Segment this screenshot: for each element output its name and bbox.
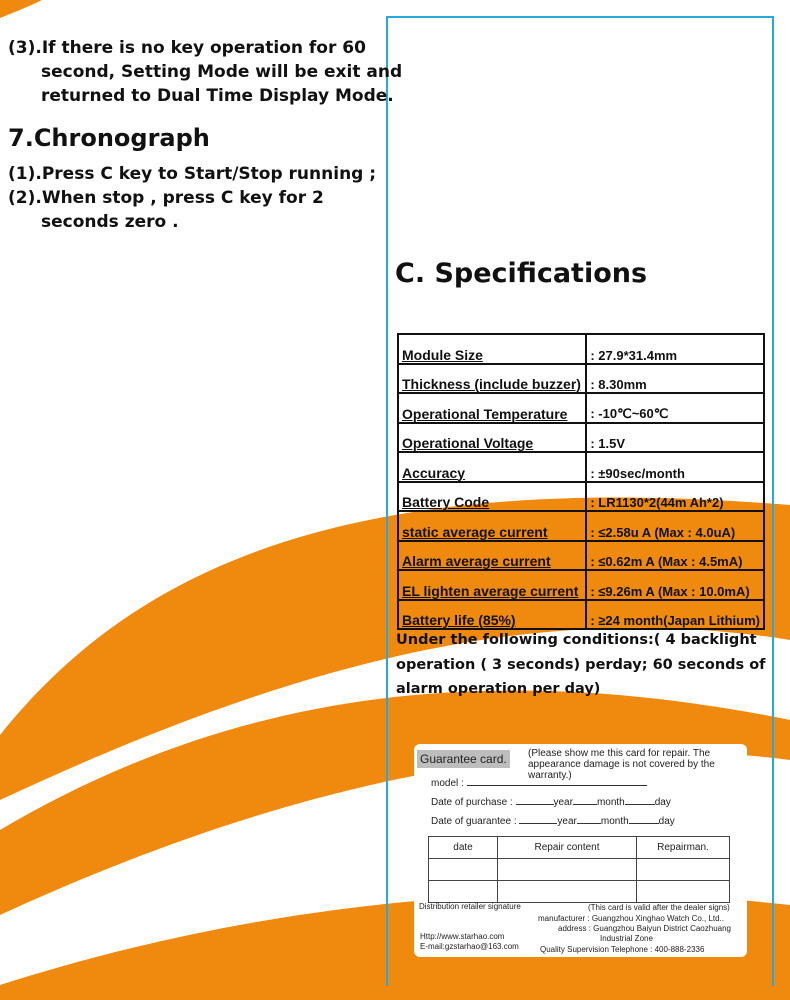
valid-note: (This card is valid after the dealer signs) <box>588 903 730 912</box>
month-label: month <box>600 816 629 827</box>
table-row <box>429 837 730 859</box>
year-label: year <box>553 797 573 808</box>
setting-step3-line2: second, Setting Mode will be exit and <box>41 62 403 82</box>
website-link[interactable]: Http://www.starhao.com <box>420 932 505 941</box>
repair-header-date: date <box>429 837 498 859</box>
guarantee-card <box>414 744 747 957</box>
spec-label: static average current <box>398 511 586 541</box>
right-frame-top <box>386 16 774 18</box>
setting-step3-line3: returned to Dual Time Display Mode. <box>41 86 394 106</box>
email-link[interactable]: E-mail:gzstarhao@163.com <box>420 942 519 951</box>
spec-value: : ±90sec/month <box>586 452 764 482</box>
spec-label: Battery Code <box>398 482 586 512</box>
spec-value: : 27.9*31.4mm <box>586 334 764 364</box>
table-row <box>398 482 764 512</box>
spec-label: Operational Temperature <box>398 393 586 423</box>
year-label: year <box>557 816 577 827</box>
guarantee-card-note: (Please show me this card for repair. The appearance damage is not covered by the warranty.) <box>528 748 715 781</box>
chronograph-heading: 7.Chronograph <box>8 124 210 152</box>
manufacturer-line: manufacturer : Guangzhou Xinghao Watch Co., Ltd.. <box>538 914 725 923</box>
purchase-label: Date of purchase : <box>431 797 513 808</box>
table-row <box>398 600 764 630</box>
address-line2: Industrial Zone <box>600 934 653 943</box>
spec-value: : 1.5V <box>586 423 764 453</box>
repair-table <box>428 836 730 903</box>
left-column <box>8 36 403 234</box>
month-label: month <box>596 797 625 808</box>
table-row <box>398 423 764 453</box>
table-row <box>429 881 730 903</box>
spec-value: : LR1130*2(44m Ah*2) <box>586 482 764 512</box>
table-row <box>398 570 764 600</box>
right-frame-edge <box>772 16 774 986</box>
day-label: day <box>654 797 671 808</box>
repair-header-content: Repair content <box>498 837 637 859</box>
table-row <box>398 364 764 394</box>
operating-conditions: Under the following conditions:( 4 backlight operation ( 3 seconds) perday; 60 seconds of alarm operation per day) <box>396 632 766 697</box>
purchase-date-row <box>431 795 671 808</box>
spec-value: : 8.30mm <box>586 364 764 394</box>
specifications-table <box>397 333 765 630</box>
table-row <box>429 859 730 881</box>
model-row <box>431 776 647 789</box>
table-row <box>398 541 764 571</box>
chrono-step2-line2: seconds zero . <box>41 212 179 232</box>
spec-label: Battery life (85%) <box>398 600 586 630</box>
spec-value: : -10℃~60℃ <box>586 393 764 423</box>
model-label: model : <box>431 778 464 789</box>
spec-value: : ≤2.58u A (Max : 4.0uA) <box>586 511 764 541</box>
column-divider <box>386 16 388 986</box>
table-row <box>398 511 764 541</box>
spec-label: Module Size <box>398 334 586 364</box>
retailer-signature-label: Distribution retailer signature <box>419 902 521 911</box>
spec-label: Accuracy <box>398 452 586 482</box>
model-blank <box>467 776 647 786</box>
table-row <box>398 393 764 423</box>
spec-label: Alarm average current <box>398 541 586 571</box>
spec-label: EL lighten average current <box>398 570 586 600</box>
day-label: day <box>658 816 675 827</box>
chrono-step1: (1).Press C key to Start/Stop running ; <box>8 164 377 184</box>
table-row <box>398 334 764 364</box>
chrono-step2-line1: (2).When stop , press C key for 2 <box>8 188 324 208</box>
guarantee-label: Date of guarantee : <box>431 816 517 827</box>
spec-value: : ≤9.26m A (Max : 10.0mA) <box>586 570 764 600</box>
guarantee-date-row <box>431 814 675 827</box>
setting-step3-line1: (3).If there is no key operation for 60 <box>8 38 366 58</box>
top-left-swoosh <box>0 0 42 18</box>
quality-telephone: Quality Supervision Telephone : 400-888-2336 <box>540 945 705 954</box>
spec-value: : ≤0.62m A (Max : 4.5mA) <box>586 541 764 571</box>
table-row <box>398 452 764 482</box>
spec-label: Thickness (include buzzer) <box>398 364 586 394</box>
address-line: address : Guangzhou Baiyun District Caozhuang <box>558 924 731 933</box>
spec-value: : ≥24 month(Japan Lithium) <box>586 600 764 630</box>
guarantee-card-title: Guarantee card. <box>417 750 510 768</box>
spec-label: Operational Voltage <box>398 423 586 453</box>
specifications-title: C. Specifications <box>395 258 648 289</box>
repair-header-repairman: Repairman. <box>637 837 730 859</box>
